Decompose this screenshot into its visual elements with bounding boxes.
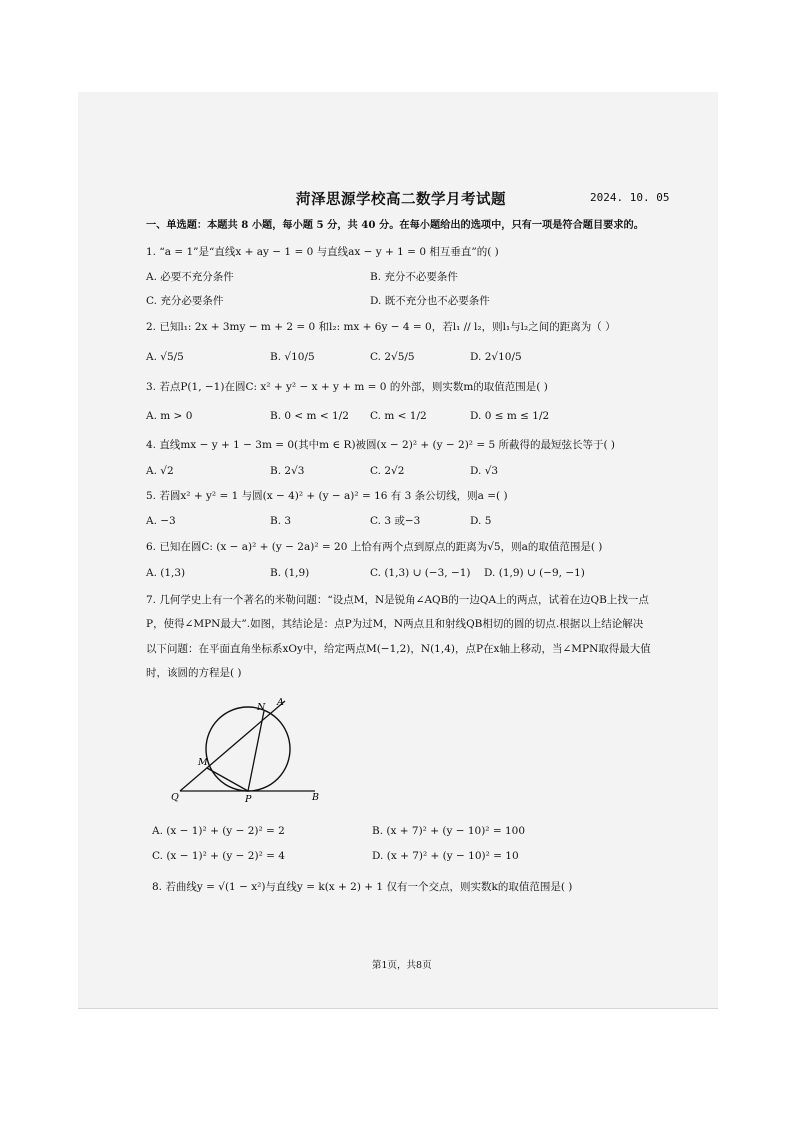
question-7-option-c: C. (x − 1)² + (y − 2)² = 4	[152, 850, 285, 862]
section-heading: 一、单选题：本题共 8 小题，每小题 5 分，共 40 分。在每小题给出的选项中，只有一项是符合题目要求的。	[146, 219, 644, 231]
question-4-stem: 4. 直线mx − y + 1 − 3m = 0(其中m ∈ R)被圆(x − 2)² + (y − 2)² = 5 所截得的最短弦长等于( )	[146, 439, 616, 451]
question-5-option-d: D. 5	[470, 515, 492, 527]
question-2-option-c: C. 2√5/5	[370, 351, 415, 363]
question-2-option-d: D. 2√10/5	[470, 351, 522, 363]
label-n: N	[257, 702, 266, 713]
question-1-option-c: C. 充分必要条件	[146, 295, 224, 307]
question-5-option-a: A. −3	[146, 515, 176, 527]
label-b: B	[312, 792, 319, 803]
segment-np	[248, 711, 264, 791]
question-7-option-b: B. (x + 7)² + (y − 10)² = 100	[372, 825, 526, 837]
question-6-option-d: D. (1,9) ∪ (−9, −1)	[484, 567, 585, 579]
question-4-option-b: B. 2√3	[270, 465, 305, 477]
question-6-stem: 6. 已知在圆C: (x − a)² + (y − 2a)² = 20 上恰有两个点到原点的距离为√5，则a的取值范围是( )	[146, 541, 603, 553]
question-2-option-a: A. √5/5	[146, 351, 184, 363]
question-1-stem: 1. “a = 1”是“直线x + ay − 1 = 0 与直线ax − y + 1 = 0 相互垂直”的( )	[146, 246, 499, 258]
segment-mp	[207, 768, 248, 791]
question-1-option-b: B. 充分不必要条件	[370, 271, 458, 283]
question-7-line-1: 7. 几何学史上有一个著名的米勒问题：“设点M，N是锐角∠AQB的一边QA上的两点，试着在边QB上找一点	[146, 594, 649, 606]
miller-problem-figure	[170, 694, 330, 806]
label-m: M	[198, 757, 208, 768]
question-2-option-b: B. √10/5	[270, 351, 315, 363]
label-q: Q	[171, 792, 179, 803]
question-7-line-3: 以下问题：在平面直角坐标系xOy中，给定两点M(−1,2)，N(1,4)，点P在x轴上移动，当∠MPN取得最大值	[146, 643, 651, 655]
question-5-option-c: C. 3 或−3	[370, 515, 421, 527]
tangent-circle	[206, 707, 290, 791]
question-3-option-a: A. m > 0	[146, 410, 193, 422]
question-5-stem: 5. 若圆x² + y² = 1 与圆(x − 4)² + (y − a)² = 16 有 3 条公切线，则a =( )	[146, 490, 508, 502]
exam-title: 菏泽思源学校高二数学月考试题	[296, 191, 506, 208]
question-3-option-b: B. 0 < m < 1/2	[270, 410, 349, 422]
question-6-option-c: C. (1,3) ∪ (−3, −1)	[370, 567, 471, 579]
page-number: 第1页，共8页	[372, 960, 432, 971]
question-7-option-d: D. (x + 7)² + (y − 10)² = 10	[372, 850, 519, 862]
question-3-option-d: D. 0 ≤ m ≤ 1/2	[470, 410, 550, 422]
question-7-option-a: A. (x − 1)² + (y − 2)² = 2	[152, 825, 285, 837]
question-6-option-b: B. (1,9)	[270, 567, 310, 579]
question-4-option-d: D. √3	[470, 465, 499, 477]
question-4-option-c: C. 2√2	[370, 465, 405, 477]
question-8-stem: 8. 若曲线y = √(1 − x²)与直线y = k(x + 2) + 1 仅有一个交点，则实数k的取值范围是( )	[152, 881, 573, 893]
question-6-option-a: A. (1,3)	[146, 567, 186, 579]
question-1-option-a: A. 必要不充分条件	[146, 271, 234, 283]
question-7-line-2: P，使得∠MPN最大”.如图，其结论是：点P为过M，N两点且和射线QB相切的圆的切点.根据以上结论解决	[146, 618, 644, 630]
question-7-line-4: 时，该圆的方程是( )	[146, 667, 242, 679]
question-2-stem: 2. 已知l₁: 2x + 3my − m + 2 = 0 和l₂: mx + 6y − 4 = 0，若l₁ // l₂，则l₁与l₂之间的距离为（ ）	[146, 321, 616, 333]
question-5-option-b: B. 3	[270, 515, 292, 527]
question-3-stem: 3. 若点P(1, −1)在圆C: x² + y² − x + y + m = 0 的外部，则实数m的取值范围是( )	[146, 381, 548, 393]
question-4-option-a: A. √2	[146, 465, 174, 477]
ray-qa	[180, 701, 285, 791]
label-a: A	[277, 697, 284, 708]
question-1-option-d: D. 既不充分也不必要条件	[370, 295, 490, 307]
question-3-option-c: C. m < 1/2	[370, 410, 427, 422]
label-p: P	[245, 794, 252, 805]
exam-date: 2024. 10. 05	[590, 191, 670, 204]
